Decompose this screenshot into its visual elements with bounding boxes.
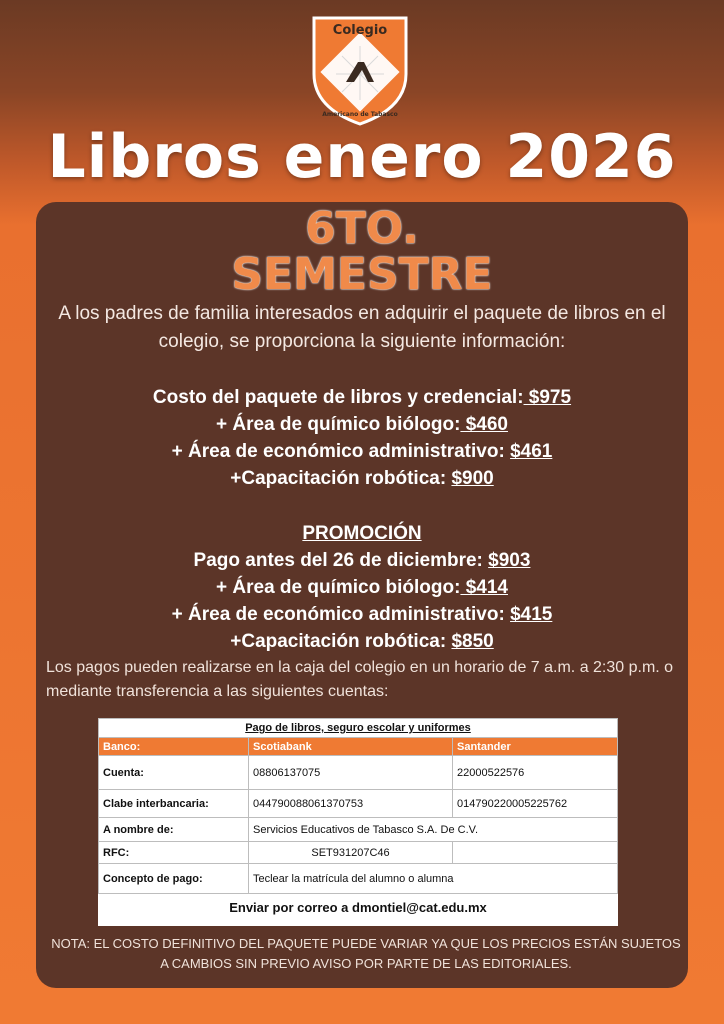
header-banco: Banco: xyxy=(99,738,249,756)
promo-amount: $903 xyxy=(488,550,531,571)
clabe-label: Clabe interbancaria: xyxy=(99,790,249,818)
price-amount: $900 xyxy=(451,468,494,489)
promo-amount: $414 xyxy=(460,577,508,598)
table-header-row xyxy=(99,738,618,756)
intro-text: A los padres de familia interesados en adquirir el paquete de libros en el colegio, se proporciona la siguiente información: xyxy=(58,303,666,352)
disclaimer-note: NOTA: EL COSTO DEFINITIVO DEL PAQUETE PUEDE VARIAR YA QUE LOS PRECIOS ESTÁN SUJETOS A CAMBIOS SIN PREVIO AVISO POR PARTE DE LAS EDITORIALES. xyxy=(51,936,681,971)
table-row xyxy=(99,842,618,864)
cuenta-scotiabank: 08806137075 xyxy=(249,756,453,790)
promo-line: +Capacitación robótica: $850 xyxy=(230,631,494,652)
logo-top-text: Colegio xyxy=(332,23,388,38)
cuenta-label: Cuenta: xyxy=(99,756,249,790)
semester-line-2: SEMESTRE xyxy=(231,249,493,300)
header-scotiabank: Scotiabank xyxy=(249,738,453,756)
clabe-scotiabank: 044790088061370753 xyxy=(249,790,453,818)
table-row xyxy=(99,818,618,842)
header-santander: Santander xyxy=(453,738,618,756)
promo-title: PROMOCIÓN xyxy=(302,523,422,544)
cuenta-santander: 22000522576 xyxy=(453,756,618,790)
clabe-santander: 014790220005225762 xyxy=(453,790,618,818)
price-line: + Área de químico biólogo: $460 xyxy=(216,414,508,435)
price-line: + Área de económico administrativo: $461 xyxy=(171,441,553,462)
rfc-value: SET931207C46 xyxy=(249,842,453,864)
price-line: +Capacitación robótica: $900 xyxy=(230,468,494,489)
table-title: Pago de libros, seguro escolar y uniformes xyxy=(99,719,618,738)
table-row xyxy=(99,756,618,790)
logo-ring-text: Americano de Tabasco xyxy=(322,111,398,118)
promo-line: + Área de económico administrativo: $415 xyxy=(171,604,553,625)
promo-line: Pago antes del 26 de diciembre: $903 xyxy=(193,550,531,571)
concepto-value: Teclear la matrícula del alumno o alumna xyxy=(249,864,618,894)
price-line: Costo del paquete de libros y credencial: $975 xyxy=(152,387,572,408)
semester-line-1: 6TO. xyxy=(305,203,419,254)
promo-amount: $850 xyxy=(451,631,494,652)
school-logo xyxy=(312,16,408,126)
table-row xyxy=(99,864,618,894)
nombre-label: A nombre de: xyxy=(99,818,249,842)
concepto-label: Concepto de pago: xyxy=(99,864,249,894)
nombre-value: Servicios Educativos de Tabasco S.A. De C.V. xyxy=(249,818,618,842)
price-amount: $975 xyxy=(523,387,572,408)
rfc-label: RFC: xyxy=(99,842,249,864)
bank-accounts-table xyxy=(98,718,618,926)
price-amount: $460 xyxy=(460,414,508,435)
email-instruction: Enviar por correo a dmontiel@cat.edu.mx xyxy=(229,900,487,915)
promo-prices xyxy=(0,520,724,655)
page-title: Libros enero 2026 xyxy=(47,122,677,192)
promo-amount: $415 xyxy=(510,604,553,625)
price-amount: $461 xyxy=(510,441,553,462)
promo-line: + Área de químico biólogo: $414 xyxy=(216,577,508,598)
regular-prices xyxy=(0,384,724,492)
payment-info: Los pagos pueden realizarse en la caja del colegio en un horario de 7 a.m. a 2:30 p.m. o mediante transferencia a las siguientes cuentas: xyxy=(46,659,674,700)
semester-heading xyxy=(0,203,724,300)
table-row xyxy=(99,790,618,818)
